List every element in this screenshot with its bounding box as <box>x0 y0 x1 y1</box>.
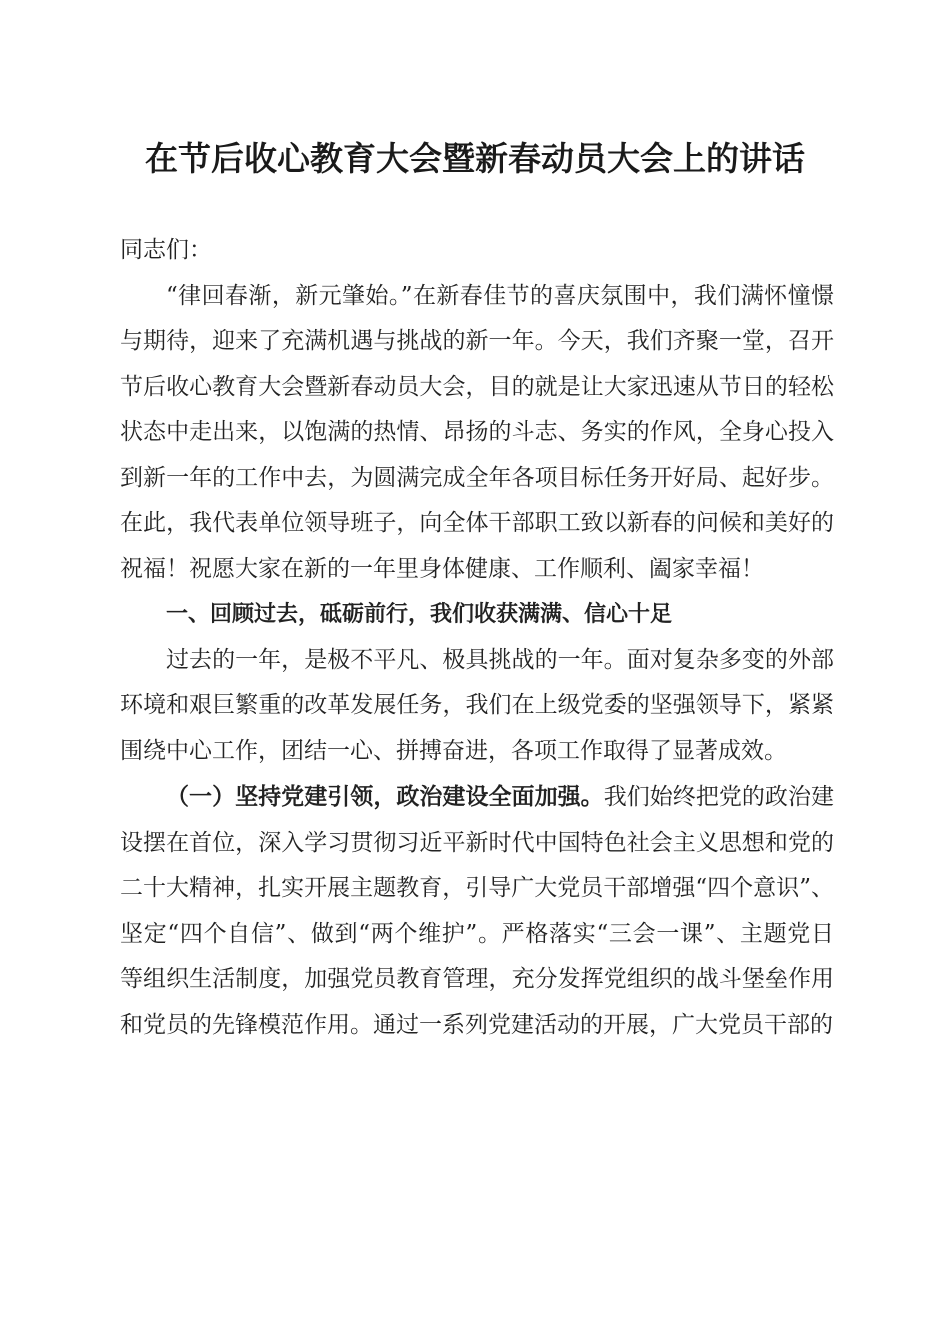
document-title: 在节后收心教育大会暨新春动员大会上的讲话 <box>145 139 805 178</box>
paragraph-party-building <box>120 774 834 1048</box>
document-body <box>120 228 834 1048</box>
section-heading-1: 一、回顾过去，砥砺前行，我们收获满满、信心十足 <box>166 602 673 627</box>
paragraph-intro: “律回春渐，新元肇始。”在新春佳节的喜庆氛围中，我们满怀憧憬与期待，迎来了充满机遇与挑战的新一年。今天，我们齐聚一堂，召开节后收心教育大会暨新春动员大会，目的就是让大家迅速从节日的轻松状态中走出来，以饱满的热情、昂扬的斗志、务实的作风，全身心投入到新一年的工作中去，为圆满完成全年各项目标任务开好局、起好步。在此，我代表单位领导班子，向全体干部职工致以新春的问候和美好的祝福！祝愿大家在新的一年里身体健康、工作顺利、阖家幸福！ <box>120 282 834 582</box>
subsection-text-1: 我们始终把党的政治建设摆在首位，深入学习贯彻习近平新时代中国特色社会主义思想和党的二十大精神，扎实开展主题教育，引导广大党员干部增强“四个意识”、坚定“四个自信”、做到“两个维护”。严格落实“三会一课”、主题党日等组织生活制度，加强党员教育管理，充分发挥党组织的战斗堡垒作用和党员的先锋模范作用。通过一系列党建活动的开展，广大党员干部的 <box>120 784 835 1038</box>
salutation: 同志们： <box>120 237 212 263</box>
subsection-heading-1: （一）坚持党建引领，政治建设全面加强。 <box>166 783 604 810</box>
paragraph-review: 过去的一年，是极不平凡、极具挑战的一年。面对复杂多变的外部环境和艰巨繁重的改革发展任务，我们在上级党委的坚强领导下，紧紧围绕中心工作，团结一心、拼搏奋进，各项工作取得了显著成效。 <box>120 646 834 764</box>
